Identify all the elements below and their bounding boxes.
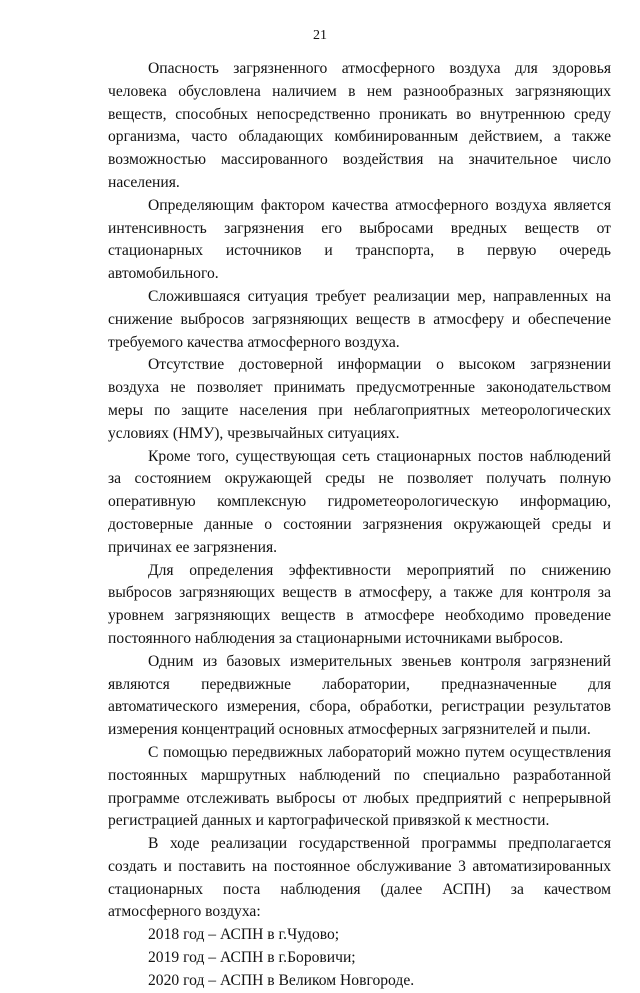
paragraph-state-program: В ходе реализации государственной программы предполагается создать и поставить на постоянное обслуживание 3 автоматизированных стационарных поста наблюдения (далее АСПН) за качеством атмосферного воздуха: [108,835,611,921]
paragraph-quality-factor: Определяющим фактором качества атмосферного воздуха является интенсивность загрязнения его выбросами вредных веществ от стационарных источников и транспорта, в первую очередь автомобильного. [108,196,611,283]
paragraph-monitoring-network: Кроме того, существующая сеть стационарных постов наблюдений за состоянием окружающей среды не позволяет получать полную оперативную комплексную гидрометеорологическую информацию, достоверные данные о состоянии загрязнения окружающей среды и причинах ее загрязнения. [108,447,611,556]
list-item-2018: 2018 год – АСПН в г.Чудово; [148,926,340,944]
paragraph-health-risk: Опасность загрязненного атмосферного воздуха для здоровья человека обусловлена наличием в нем разнообразных загрязняющих веществ, способных непосредственно проникать во внутреннюю среду организма, часто обладающих комбинированным действием, а также возможностью массированного воздействия на значительное число населения. [108,60,611,191]
paragraph-route-observations: С помощью передвижных лабораторий можно путем осуществления постоянных маршрутных наблюдений по специально разработанной программе отслеживать выбросы от любых предприятий с непрерывной регистрацией данных и картографической привязкой к местности. [108,743,611,830]
paragraph-mobile-laboratories: Одним из базовых измерительных звеньев контроля загрязнений являются передвижные лаборатории, предназначенные для автоматического измерения, сбора, обработки, регистрации результатов измерения концентраций основных атмосферных загрязнителей и пыли. [108,652,611,739]
document-body [108,58,611,993]
paragraph-efficiency-monitoring: Для определения эффективности мероприятий по снижению выбросов загрязняющих веществ в атмосферу, а также для контроля за уровнем загрязняющих веществ в атмосфере необходимо проведение постоянного наблюдения за стационарными источниками выбросов. [108,561,611,647]
list-item-2020: 2020 год – АСПН в Великом Новгороде. [148,971,415,989]
list-item-2019: 2019 год – АСПН в г.Боровичи; [148,949,356,967]
page-number: 21 [313,28,327,43]
paragraph-required-measures: Сложившаяся ситуация требует реализации мер, направленных на снижение выбросов загрязняющих веществ в атмосферу и обеспечение требуемого качества атмосферного воздуха. [108,287,611,351]
paragraph-missing-information: Отсутствие достоверной информации о высоком загрязнении воздуха не позволяет принимать предусмотренные законодательством меры по защите населения при неблагоприятных метеорологических условиях (НМУ), чрезвычайных ситуациях. [108,356,611,442]
